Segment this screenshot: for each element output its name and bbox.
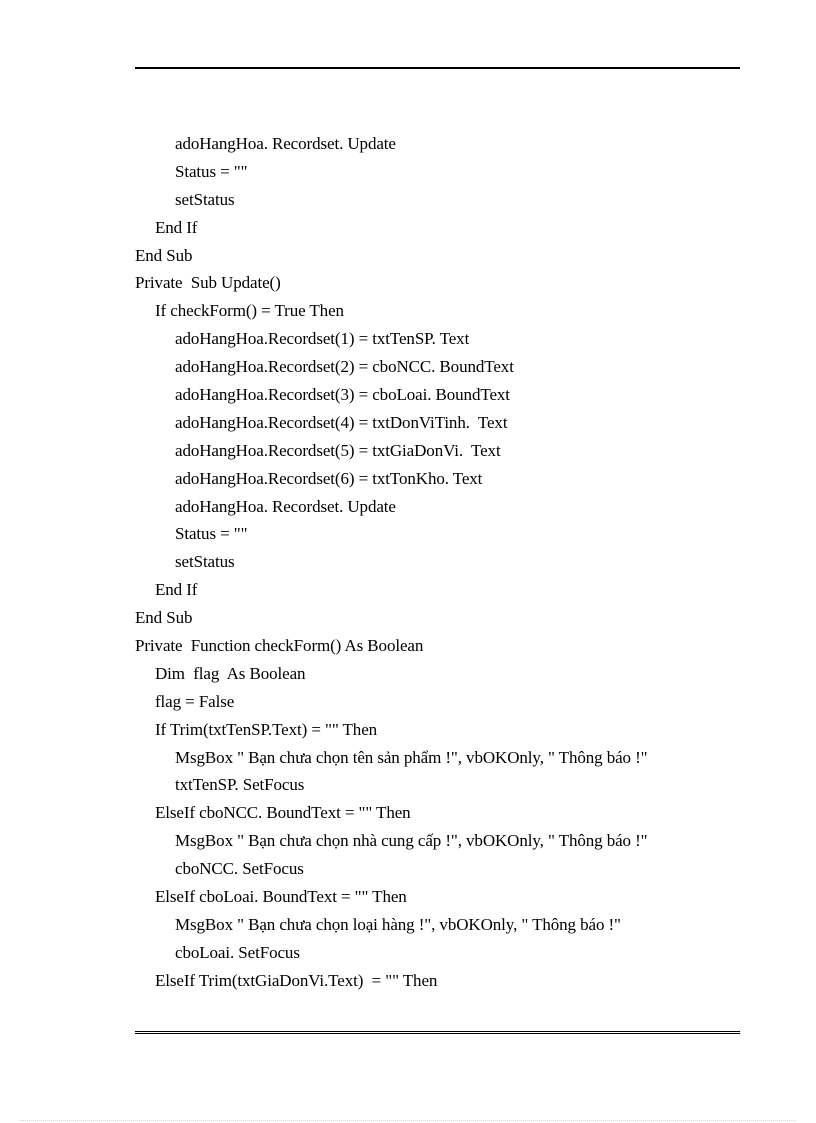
code-line: cboLoai. SetFocus bbox=[175, 942, 300, 962]
code-line: adoHangHoa. Recordset. Update bbox=[175, 496, 396, 516]
code-line: setStatus bbox=[175, 552, 235, 572]
code-line: MsgBox " Bạn chưa chọn nhà cung cấp !", vbOKOnly, " Thông báo !" bbox=[175, 831, 648, 851]
code-line: End If bbox=[155, 217, 198, 237]
code-line: ElseIf Trim(txtGiaDonVi.Text) = "" Then bbox=[155, 970, 438, 990]
code-line: End Sub bbox=[135, 608, 193, 628]
code-line: adoHangHoa.Recordset(6) = txtTonKho. Text bbox=[175, 468, 483, 488]
header-rule bbox=[135, 67, 740, 69]
code-line: If checkForm() = True Then bbox=[155, 301, 344, 321]
code-line: Private Sub Update() bbox=[135, 273, 281, 293]
code-line: Status = "" bbox=[175, 161, 248, 181]
code-line: flag = False bbox=[155, 691, 235, 711]
code-line: Status = "" bbox=[175, 524, 248, 544]
code-line: End Sub bbox=[135, 245, 193, 265]
code-line: adoHangHoa.Recordset(3) = cboLoai. BoundText bbox=[175, 385, 510, 405]
code-line: Private Function checkForm() As Boolean bbox=[135, 636, 424, 656]
code-line: cboNCC. SetFocus bbox=[175, 859, 304, 879]
code-line: adoHangHoa.Recordset(4) = txtDonViTinh. Text bbox=[175, 412, 508, 432]
code-line: ElseIf cboNCC. BoundText = "" Then bbox=[155, 803, 411, 823]
code-line: MsgBox " Bạn chưa chọn tên sản phẩm !", vbOKOnly, " Thông báo !" bbox=[175, 747, 648, 767]
code-line: adoHangHoa.Recordset(1) = txtTenSP. Text bbox=[175, 329, 470, 349]
page-edge-dotted-line bbox=[20, 1120, 796, 1121]
code-line: txtTenSP. SetFocus bbox=[175, 775, 305, 795]
code-line: ElseIf cboLoai. BoundText = "" Then bbox=[155, 887, 407, 907]
code-line: adoHangHoa.Recordset(2) = cboNCC. BoundText bbox=[175, 357, 514, 377]
code-listing bbox=[135, 130, 775, 995]
code-line: MsgBox " Bạn chưa chọn loại hàng !", vbOKOnly, " Thông báo !" bbox=[175, 914, 621, 934]
footer-rule bbox=[135, 1031, 740, 1034]
code-line: adoHangHoa. Recordset. Update bbox=[175, 134, 396, 153]
code-line: adoHangHoa.Recordset(5) = txtGiaDonVi. Text bbox=[175, 440, 501, 460]
code-line: If Trim(txtTenSP.Text) = "" Then bbox=[155, 719, 378, 739]
code-line: setStatus bbox=[175, 189, 235, 209]
code-line: Dim flag As Boolean bbox=[155, 663, 306, 683]
code-line: End If bbox=[155, 580, 198, 600]
